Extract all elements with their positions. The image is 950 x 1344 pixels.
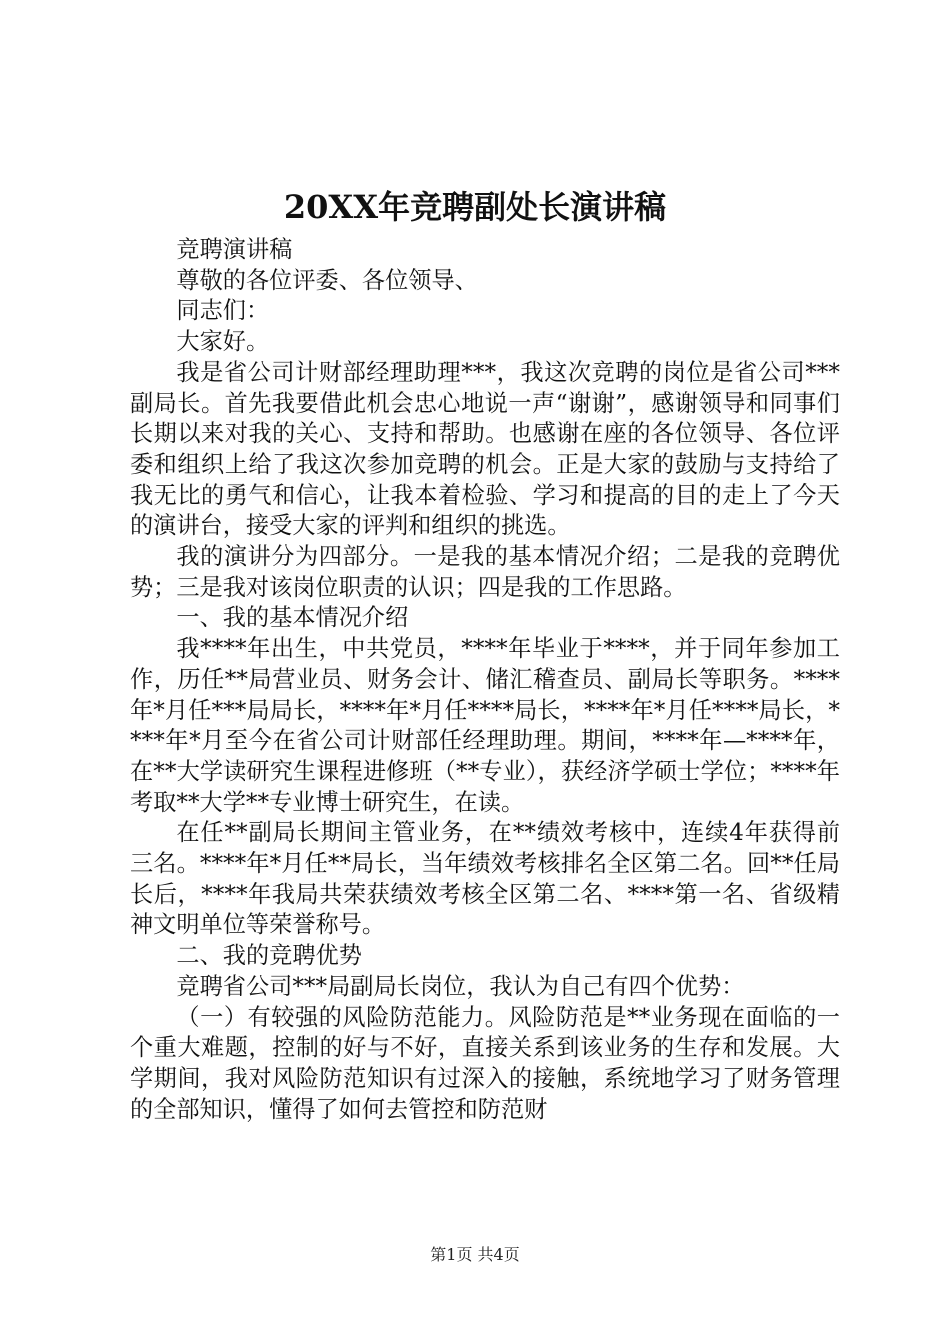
- paragraph-basic-info: 我****年出生，中共党员，****年毕业于****，并于同年参加工作，历任**局营业员、财务会计、储汇稽查员、副局长等职务。****年*月任***局局长，****年*月任****局长，****年*月任****局长，****年*月至今在省公司计财部任经理助理。期间，****年—****年，在**大学读研究生课程进修班（**专业），获经济学硕士学位；****年考取**大学**专业博士研究生，在读。: [130, 635, 840, 816]
- page-footer: 第1页 共4页: [430, 1245, 520, 1264]
- document-title: 20XX年竞聘副处长演讲稿: [283, 188, 667, 226]
- paragraph-heading-speech: 竞聘演讲稿: [176, 236, 293, 263]
- paragraph-salutation: 尊敬的各位评委、各位领导、: [176, 266, 478, 294]
- document-body: [130, 235, 840, 1125]
- section-heading-basic-info: 一、我的基本情况介绍: [176, 604, 409, 632]
- paragraph-risk-control: （一）有较强的风险防范能力。风险防范是**业务现在面临的一个重大难题，控制的好与不好，直接关系到该业务的生存和发展。大学期间，我对风险防范知识有过深入的接触，系统地学习了财务管理的全部知识，懂得了如何去管控和防范财: [130, 1003, 840, 1123]
- paragraph-achievements: 在任**副局长期间主管业务，在**绩效考核中，连续4年获得前三名。****年*月任**局长，当年绩效考核排名全区第二名。回**任局长后，****年我局共荣获绩效考核全区第二名、****第一名、省级精神文明单位等荣誉称号。: [130, 819, 840, 939]
- paragraph-introduction: 我是省公司计财部经理助理***，我这次竞聘的岗位是省公司***副局长。首先我要借此机会忠心地说一声“谢谢”，感谢领导和同事们长期以来对我的关心、支持和帮助。也感谢在座的各位领导、各位评委和组织上给了我这次参加竞聘的机会。正是大家的鼓励与支持给了我无比的勇气和信心，让我本着检验、学习和提高的目的走上了今天的演讲台，接受大家的评判和组织的挑选。: [130, 358, 840, 540]
- paragraph-outline: 我的演讲分为四部分。一是我的基本情况介绍；二是我的竞聘优势；三是我对该岗位职责的认识；四是我的工作思路。: [130, 543, 840, 601]
- section-heading-advantages: 二、我的竞聘优势: [176, 942, 362, 970]
- paragraph-comrades: 同志们：: [176, 297, 270, 325]
- paragraph-greeting: 大家好。: [176, 328, 270, 356]
- paragraph-advantages-intro: 竞聘省公司***局副局长岗位，我认为自己有四个优势：: [176, 972, 745, 1000]
